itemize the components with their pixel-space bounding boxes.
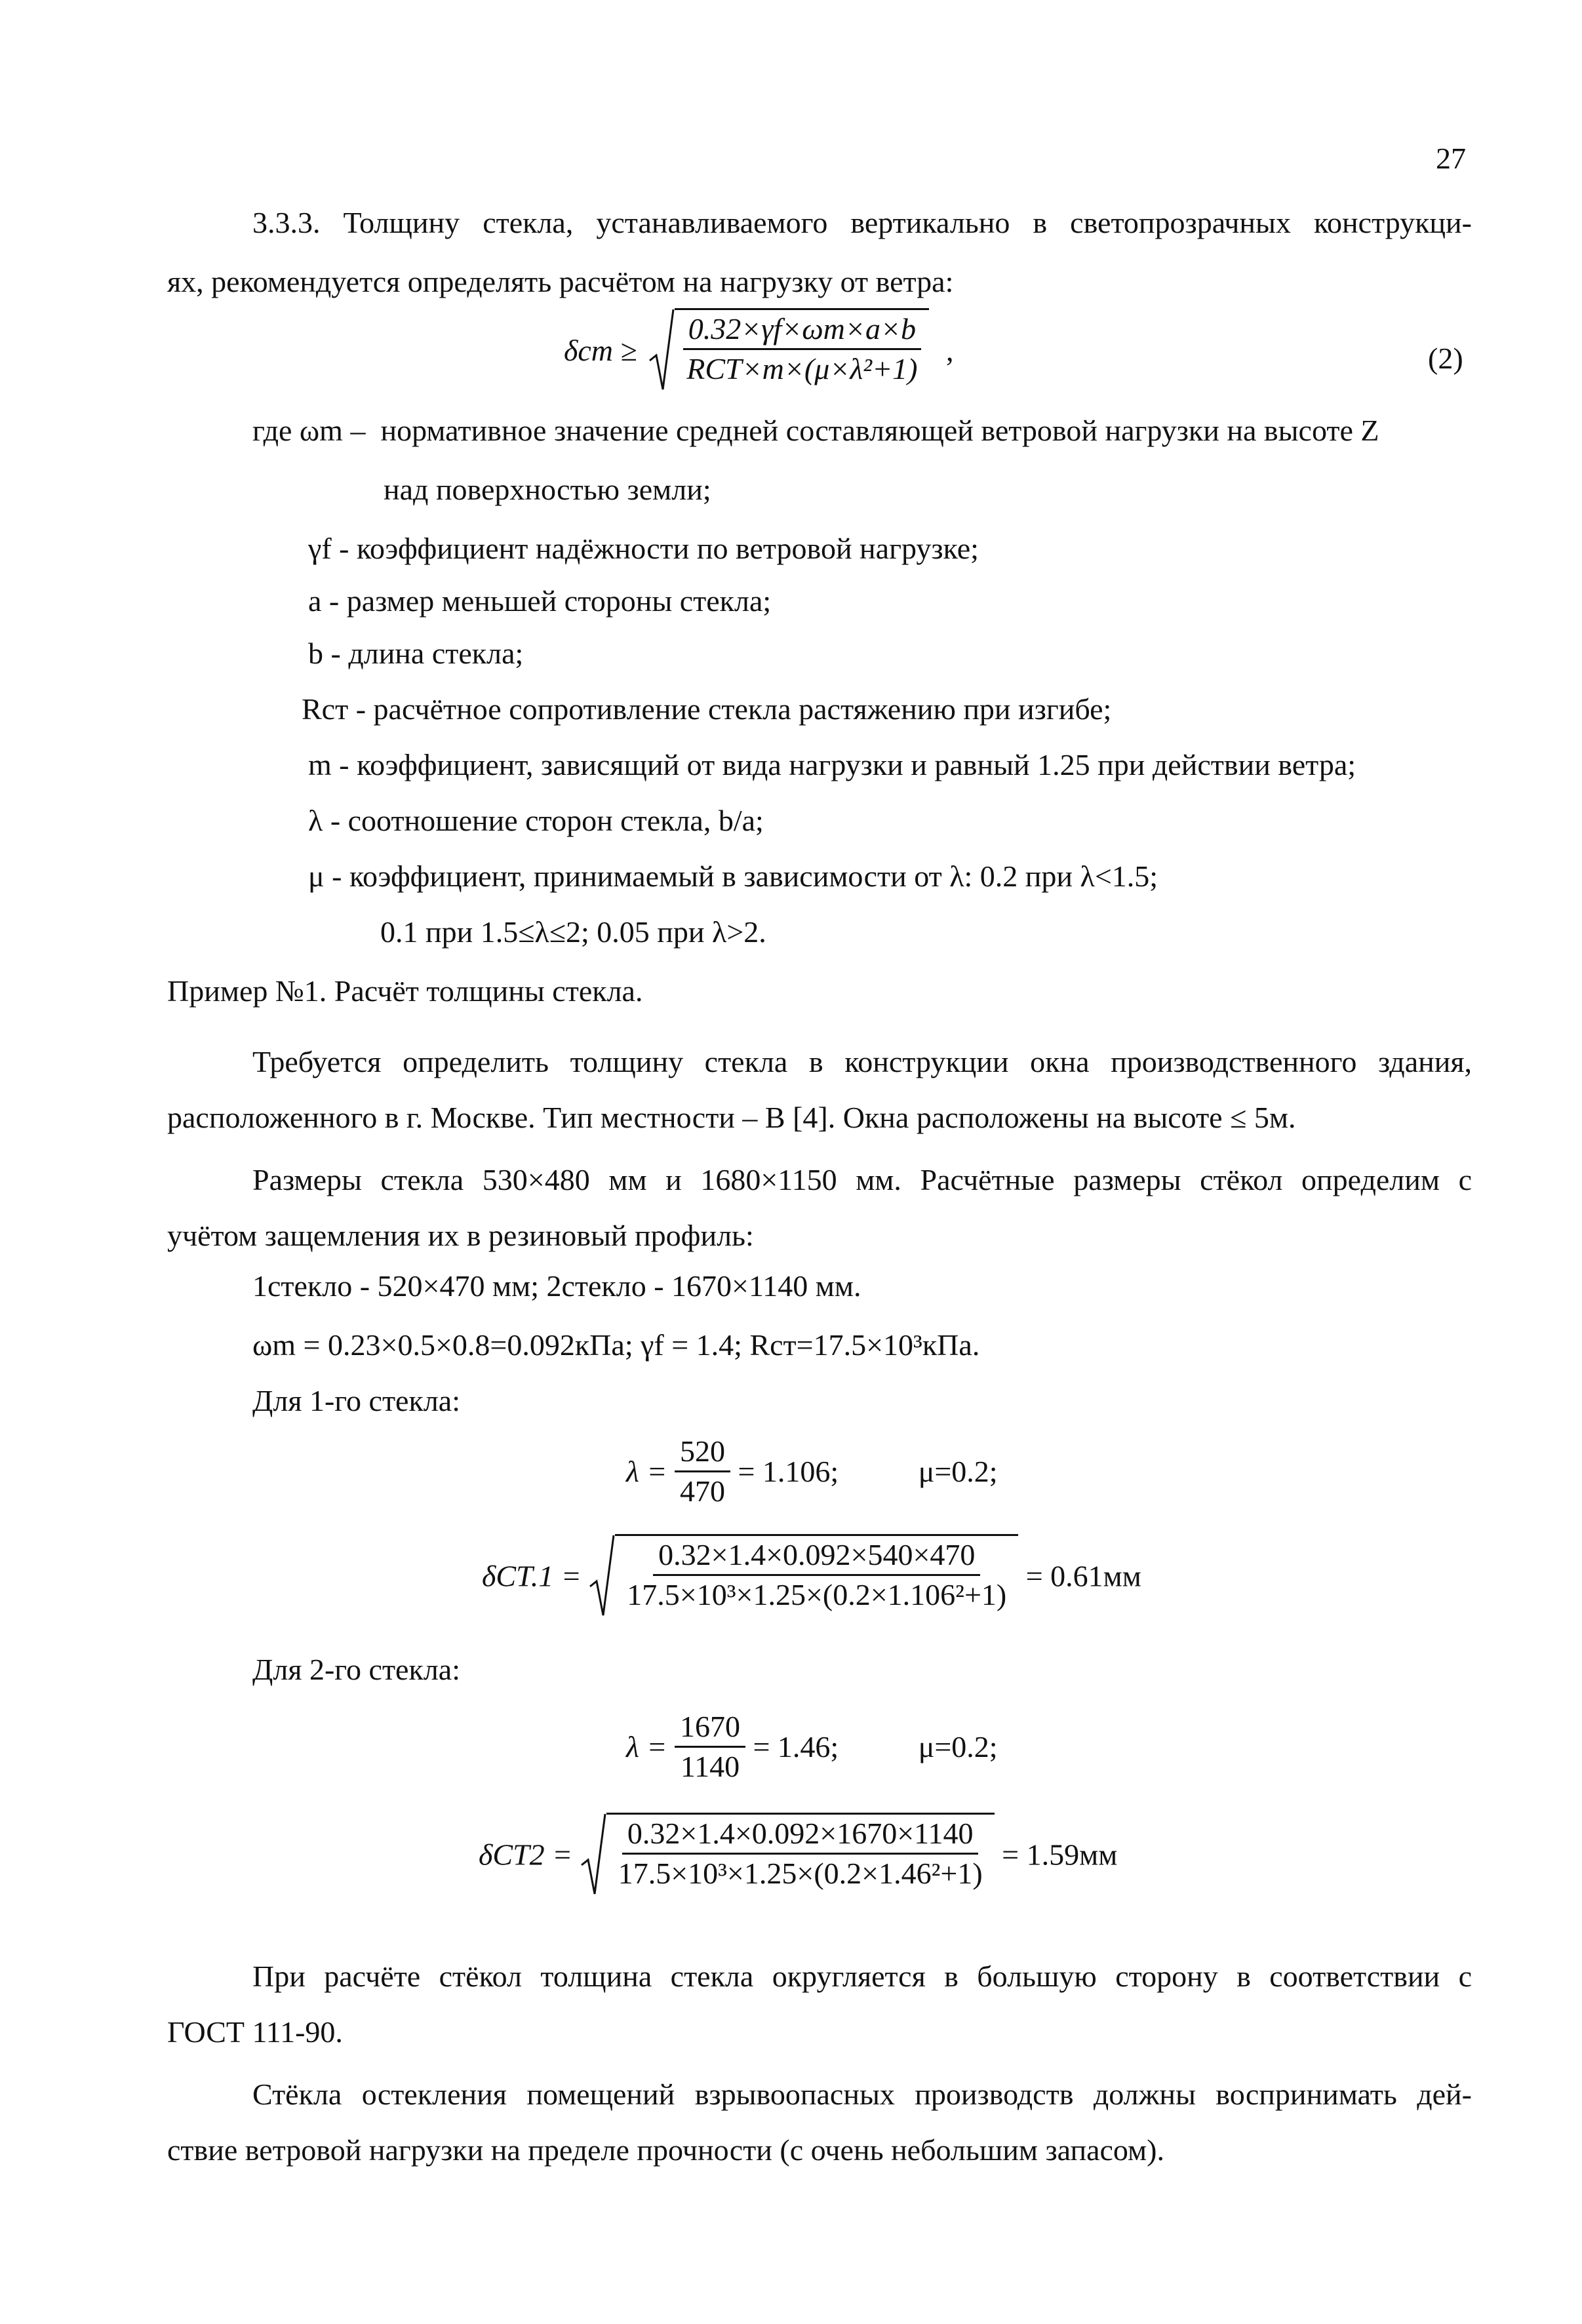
formula-2-fraction [681,310,922,388]
calc-2-lambda-num: 1670 [675,1708,745,1748]
glass-1-heading: Для 1-го стекла: [252,1384,460,1417]
formula-2-numerator: 0.32×γf×ωm×a×b [683,310,921,350]
sqrt-sign-icon [648,308,675,392]
sqrt-sign-icon [589,1534,615,1618]
glass-2-heading: Для 2-го стекла: [252,1653,460,1686]
formula-2-tail: , [945,333,954,367]
calc-1-lambda-den: 470 [679,1474,725,1508]
calc-2-lambda-den: 1140 [680,1750,740,1783]
formula-2-sqrt [648,308,929,392]
definition-rst: Rст - расчётное сопротивление стекла растяжению при изгибе; [302,692,1112,726]
definition-mu: μ - коэффициент, принимаемый в зависимости от λ: 0.2 при λ<1.5; [308,859,1158,893]
calc-1-lambda-num: 520 [675,1432,730,1472]
definition-lambda: λ - соотношение сторон стекла, b/a; [308,804,764,837]
paragraph-4: ωm = 0.23×0.5×0.8=0.092кПа; γf = 1.4; Rст=17.5×10³кПа. [252,1328,980,1362]
calc-1-lambda: λ = $\frac{520}{470}$ = 1.106; μ=0.2; [626,1432,998,1510]
page-number: 27 [1436,142,1466,175]
definition-omega-cont: над поверхностью земли; [384,473,711,506]
definition-omega: где ωm – нормативное значение средней составляющей ветровой нагрузки на высоте Z [252,414,1379,447]
calc-1-delta: δСТ.1 = $\frac{0.32\times 1.4\times 0.092\times 540\times 470}{\text{17.5×10³×1.25×(0.2×1.106²+1)}}$ = 0.61мм [482,1534,1141,1618]
paragraph-3: 1стекло - 520×470 мм; 2стекло - 1670×1140 мм. [252,1269,861,1303]
definition-mu-cont: 0.1 при 1.5≤λ≤2; 0.05 при λ>2. [380,915,766,949]
definition-gamma: γf - коэффициент надёжности по ветровой нагрузке; [308,532,979,565]
section-line-1: 3.3.3. Толщину стекла, устанавливаемого вертикально в светопрозрачных конструкци- [252,206,1472,239]
section-line-2: ях, рекомендуется определять расчётом на нагрузку от ветра: [167,265,954,298]
paragraph-2b: учётом защемления их в резиновый профиль: [167,1219,754,1252]
paragraph-1b: расположенного в г. Москве. Тип местности – В [4]. Окна расположены на высоте ≤ 5м. [167,1101,1296,1134]
definition-m: m - коэффициент, зависящий от вида нагрузки и равный 1.25 при действии ветра; [308,748,1356,781]
sqrt-sign-icon [580,1813,606,1897]
paragraph-1a: Требуется определить толщину стекла в конструкции окна производственного здания, [252,1045,1472,1078]
formula-2-number: (2) [1428,342,1463,375]
formula-2-lhs: δст ≥ [564,333,637,367]
definition-b: b - длина стекла; [308,637,524,670]
paragraph-2a: Размеры стекла 530×480 мм и 1680×1150 мм. Расчётные размеры стёкол определим с [252,1163,1472,1196]
calc-1-delta-den: 17.5×10³×1.25×(0.2×1.106²+1) [627,1578,1007,1611]
definition-a: a - размер меньшей стороны стекла; [308,584,772,618]
formula-2-denominator: RСТ×m×(μ×λ²+1) [686,352,918,385]
paragraph-5a: При расчёте стёкол толщина стекла округляется в большую сторону в соответствии с [252,1960,1472,1993]
calc-2-delta-num: 0.32×1.4×0.092×1670×1140 [622,1815,979,1855]
example-title: Пример №1. Расчёт толщины стекла. [167,974,643,1008]
calc-2-delta-den: 17.5×10³×1.25×(0.2×1.46²+1) [618,1857,983,1890]
calc-2-delta: δСТ2 = $\frac{0.32\times 1.4\times 0.092\times 1670\times 1140}{\text{17.5×10³×1.25×(0.2×1.46²+1)}}$ = 1.59мм [479,1813,1117,1897]
paragraph-6a: Стёкла остекления помещений взрывоопасных производств должны воспринимать дей- [252,2078,1472,2111]
calc-2-lambda: λ = $\frac{1670}{1140}$ = 1.46; μ=0.2; [626,1708,998,1786]
formula-2 [564,308,953,392]
paragraph-5b: ГОСТ 111-90. [167,2015,343,2049]
calc-1-delta-num: 0.32×1.4×0.092×540×470 [653,1536,980,1576]
paragraph-6b: ствие ветровой нагрузки на пределе прочности (с очень небольшим запасом). [167,2133,1164,2167]
